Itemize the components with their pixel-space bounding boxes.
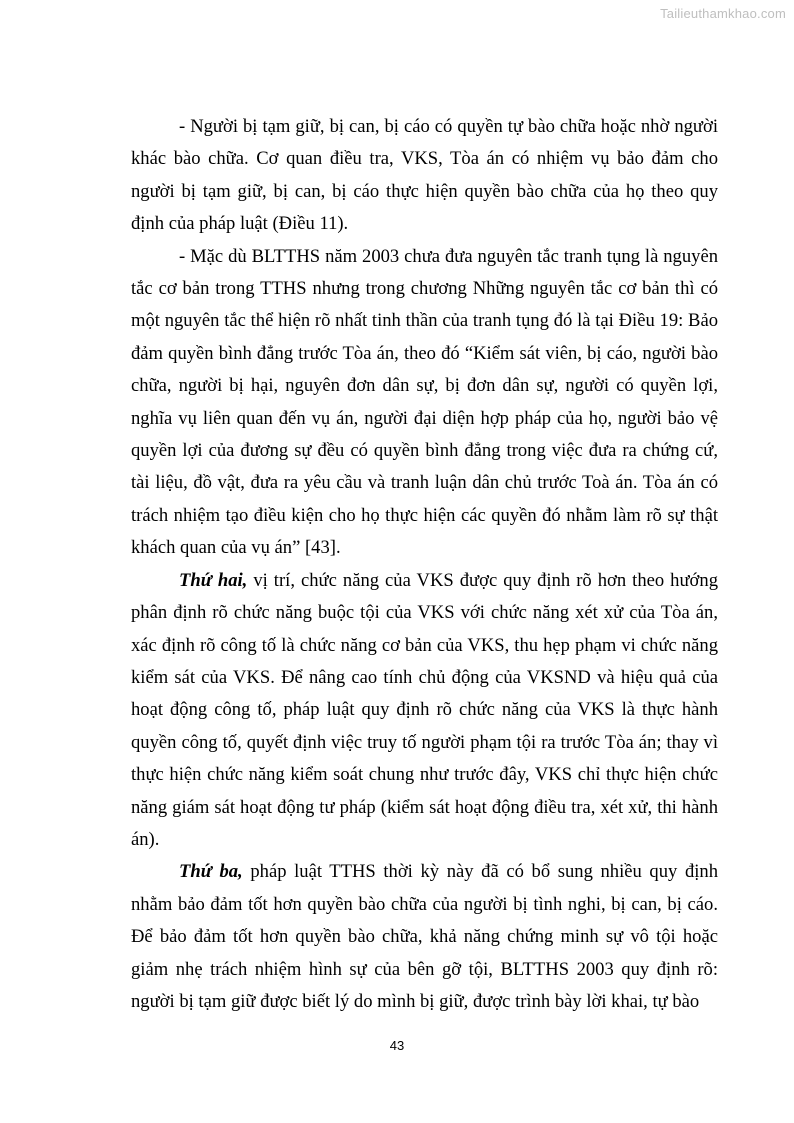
paragraph-defense-right xyxy=(131,111,718,241)
paragraph-lead: Thứ ba, xyxy=(179,861,243,883)
paragraph-third-point xyxy=(131,856,718,1018)
page-number: 43 xyxy=(389,1038,405,1053)
paragraph-lead: Thứ hai, xyxy=(179,569,248,591)
paragraph-second-point xyxy=(131,565,718,857)
paragraph-text: pháp luật TTHS thời kỳ này đã có bổ sung nhiều quy định nhằm bảo đảm tốt hơn quyền bào chữa của người bị tình nghi, bị can, bị cáo. Để bảo đảm tốt hơn quyền bào chữa, khả năng chứng minh sự vô tội hoặc giảm nhẹ trách nhiệm hình sự của bên gỡ tội, BLTTHS 2003 quy định rõ: người bị tạm giữ được biết lý do mình bị giữ, được trình bày lời khai, tự bào xyxy=(131,861,718,1012)
watermark-text: Tailieuthamkhao.com xyxy=(660,6,786,21)
document-body xyxy=(131,111,718,1018)
paragraph-equality-before-court xyxy=(131,241,718,565)
paragraph-text: - Mặc dù BLTTHS năm 2003 chưa đưa nguyên tắc tranh tụng là nguyên tắc cơ bản trong TTHS nhưng trong chương Những nguyên tắc cơ bản thì có một nguyên tắc thể hiện rõ nhất tinh thần của tranh tụng đó là tại Điều 19: Bảo đảm quyền bình đẳng trước Tòa án, theo đó “Kiểm sát viên, bị cáo, người bào chữa, người bị hại, nguyên đơn dân sự, bị đơn dân sự, người có quyền lợi, nghĩa vụ liên quan đến vụ án, người đại diện hợp pháp của họ, người bảo vệ quyền lợi của đương sự đều có quyền bình đẳng trong việc đưa ra chứng cứ, tài liệu, đồ vật, đưa ra yêu cầu và tranh luận dân chủ trước Toà án. Tòa án có trách nhiệm tạo điều kiện cho họ thực hiện các quyền đó nhằm làm rõ sự thật khách quan của vụ án” [43]. xyxy=(131,245,718,559)
paragraph-text: vị trí, chức năng của VKS được quy định rõ hơn theo hướng phân định rõ chức năng buộc tội của VKS với chức năng xét xử của Tòa án, xác định rõ công tố là chức năng cơ bản của VKS, thu hẹp phạm vi chức năng kiểm sát của VKS. Để nâng cao tính chủ động của VKSND và hiệu quả của hoạt động công tố, pháp luật quy định rõ chức năng của VKS là thực hành quyền công tố, quyết định việc truy tố người phạm tội ra trước Tòa án; thay vì thực hiện chức năng kiểm soát chung như trước đây, VKS chỉ thực hiện chức năng giám sát hoạt động tư pháp (kiểm sát hoạt động điều tra, xét xử, thi hành án). xyxy=(131,569,718,850)
paragraph-text: - Người bị tạm giữ, bị can, bị cáo có quyền tự bào chữa hoặc nhờ người khác bào chữa. Cơ quan điều tra, VKS, Tòa án có nhiệm vụ bảo đảm cho người bị tạm giữ, bị can, bị cáo thực hiện quyền bào chữa của họ theo quy định của pháp luật (Điều 11). xyxy=(131,116,718,235)
